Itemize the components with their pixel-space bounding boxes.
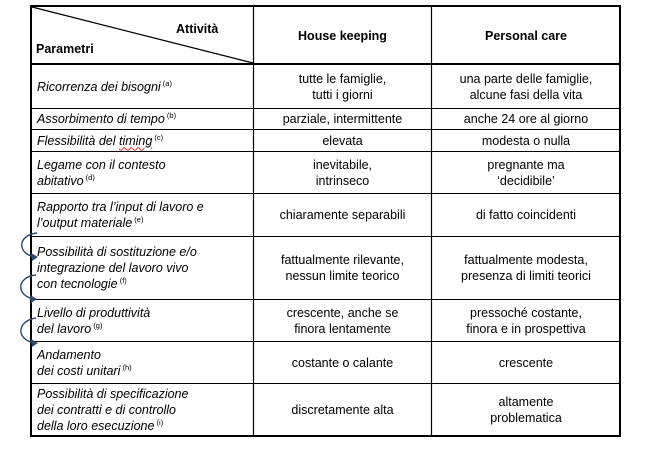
personal-care-cell-text-line: altamente — [498, 394, 554, 409]
house-keeping-cell-text-line: parziale, intermittente — [282, 112, 403, 126]
arrow-1-icon — [22, 233, 37, 257]
personal-care-cell-text-line: una parte delle famiglie, — [459, 71, 593, 86]
parameter-label-line: l’output materiale — [37, 216, 133, 230]
personal-care-cell-text-line: finora e in prospettiva — [466, 321, 586, 336]
footnote-marker: (c) — [152, 132, 164, 142]
personal-care-cell-text-line: ‘decidibile’ — [497, 173, 555, 188]
parameter-label-line: dei costi unitari — [37, 363, 121, 378]
parameter-label-line: integrazione del lavoro vivo — [37, 261, 189, 275]
personal-care-cell-text-line: modesta o nulla — [481, 133, 571, 148]
house-keeping-cell-text-line: inevitabile, — [312, 157, 373, 172]
parameter-label-line: del lavoro — [37, 321, 92, 336]
parameter-label-line: Assorbimento di tempo — [37, 112, 165, 126]
header-parametri: Parametri — [36, 42, 94, 56]
parameter-label-line: Possibilità di specificazione — [37, 386, 189, 401]
personal-care-cell-text-line: pregnante ma — [487, 157, 565, 172]
house-keeping-cell-text-line: nessun limite teorico — [285, 269, 400, 283]
house-keeping-cell-text-line: tutte le famiglie, — [298, 71, 387, 86]
footnote-marker: (i) — [154, 417, 164, 427]
personal-care-cell-text-line: anche 24 ore al giorno — [463, 112, 589, 126]
personal-care-cell-text-line: problematica — [490, 410, 562, 425]
footnote-marker: (a) — [160, 78, 172, 88]
spellcheck-underlined-word: timing — [118, 133, 153, 148]
parameter-label-line: abitativo — [37, 173, 84, 188]
footnote-marker: (d) — [83, 172, 95, 182]
house-keeping-cell-text-line: tutti i giorni — [312, 87, 373, 102]
footnote-marker: (h) — [120, 362, 132, 372]
arrow-3-head-icon — [31, 339, 38, 347]
house-keeping-cell-text-line: fattualmente rilevante, — [281, 253, 404, 267]
parameter-label-line: Livello di produttività — [37, 305, 151, 320]
personal-care-cell-text-line: presenza di limiti teorici — [461, 269, 591, 283]
house-keeping-cell-text-line: finora lentamente — [294, 321, 391, 336]
parameter-label-line: dei contratti e di controllo — [37, 402, 176, 417]
personal-care-cell-text-line: di fatto coincidenti — [475, 208, 577, 222]
arrow-2-head-icon — [30, 295, 37, 303]
footnote-marker: (g) — [91, 320, 103, 330]
personal-care-cell-text-line: crescente — [498, 355, 554, 370]
header-attivita: Attività — [176, 22, 219, 36]
parameter-label-line: Rapporto tra l’input di lavoro e — [37, 200, 204, 214]
parameter-label-line: Possibilità di sostituzione e/o — [37, 245, 197, 259]
house-keeping-cell-text-line: crescente, anche se — [286, 305, 399, 320]
personal-care-cell-text-line: fattualmente modesta, — [464, 253, 588, 267]
parameter-label-line: Ricorrenza dei bisogni — [37, 79, 161, 94]
personal-care-cell-text-line: alcune fasi della vita — [469, 87, 583, 102]
parameter-label-line: della loro esecuzione — [37, 418, 155, 433]
house-keeping-cell-text-line: discretamente alta — [291, 402, 394, 417]
parameter-label-line: Flessibilità del timing — [37, 133, 153, 148]
parameter-label-line: Andamento — [37, 347, 101, 362]
parameter-label-line: con tecnologie — [37, 277, 118, 291]
arrow-3-icon — [21, 318, 36, 343]
house-keeping-cell-text-line: costante o calante — [291, 355, 394, 370]
column-header-house-keeping-label: House keeping — [298, 28, 387, 43]
house-keeping-cell-text-line: intrinseco — [315, 173, 370, 188]
footnote-marker: (f) — [117, 275, 127, 285]
personal-care-cell-text-line: pressoché costante, — [470, 305, 582, 320]
house-keeping-cell-text-line: elevata — [322, 133, 363, 148]
footnote-marker: (e) — [132, 214, 144, 224]
parameter-label-line: Legame con il contesto — [37, 157, 166, 172]
column-header-personal-care-label: Personal care — [485, 28, 567, 43]
footnote-marker: (b) — [164, 110, 177, 120]
arrow-1-head-icon — [31, 253, 38, 261]
house-keeping-cell-text-line: chiaramente separabili — [279, 208, 406, 222]
arrow-2-icon — [21, 275, 36, 299]
